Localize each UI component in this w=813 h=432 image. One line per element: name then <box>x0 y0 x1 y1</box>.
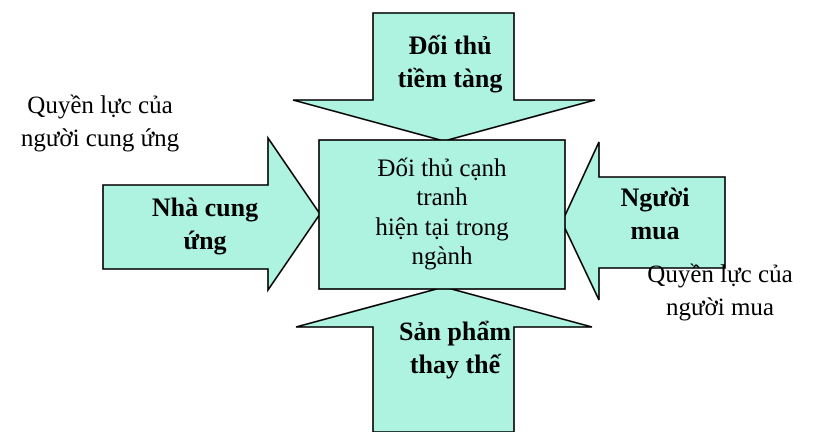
supplier-power-line-1: Quyền lực của <box>27 92 173 119</box>
current-rivals-line-4: ngành <box>411 242 473 270</box>
buyers-line-1: Người <box>620 183 690 212</box>
buyer-power-line-1: Quyền lực của <box>647 261 793 288</box>
current-rivals-label <box>333 154 551 271</box>
supplier-power-line-2: người cung ứng <box>20 124 180 152</box>
current-rivals-line-2: tranh <box>416 184 468 212</box>
buyers-label <box>590 182 720 247</box>
supplier-power-note <box>0 90 200 155</box>
suppliers-line-1: Nhà cung <box>151 193 259 222</box>
substitute-products-line-1: Sản phẩm <box>399 317 511 346</box>
potential-competitors-line-2: tiềm tàng <box>397 63 503 93</box>
current-rivals-line-1: Đối thủ cạnh <box>377 155 507 182</box>
buyer-power-line-2: người mua <box>665 293 774 321</box>
potential-competitors-label <box>360 30 540 95</box>
substitute-products-label <box>355 316 555 381</box>
potential-competitors-line-1: Đối thủ <box>408 31 492 60</box>
buyers-line-2: mua <box>630 215 680 245</box>
suppliers-label <box>130 192 280 257</box>
suppliers-line-2: ứng <box>183 225 227 255</box>
buyer-power-note <box>620 259 813 324</box>
substitute-products-line-2: thay thế <box>409 349 501 379</box>
current-rivals-line-3: hiện tại trong <box>375 213 509 241</box>
